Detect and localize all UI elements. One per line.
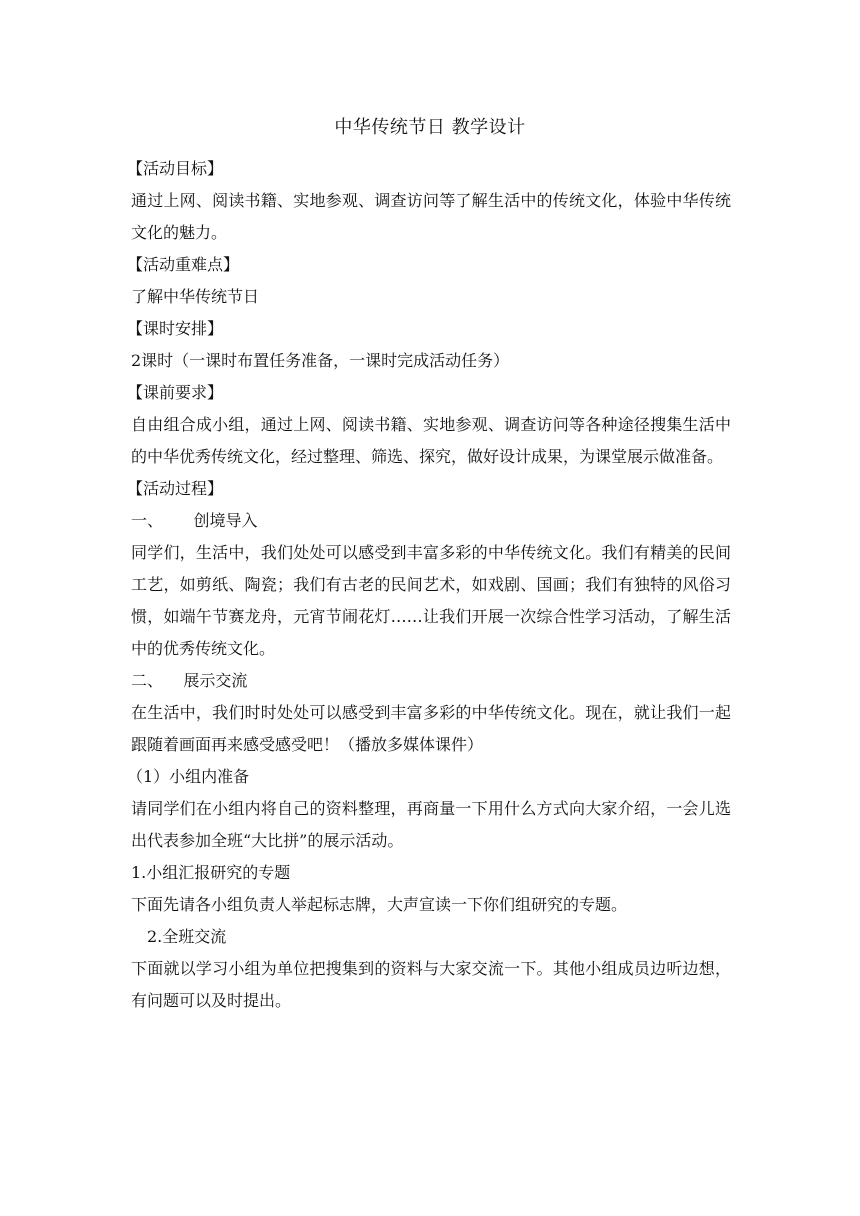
section-heading-pre-class: 【课前要求】 (127, 383, 224, 402)
paragraph-intro: 同学们，生活中，我们处处可以感受到丰富多彩的中华传统文化。我们有精美的民间工艺，如剪纸、陶瓷；我们有古老的民间艺术，如戏剧、国画；我们有独特的风俗习惯，如端午节赛龙舟，元宵节闹花灯……让我们开展一次综合性学习活动，了解生活中的优秀传统文化。 (131, 543, 731, 658)
paragraph-group-report: 下面先请各小组负责人举起标志牌，大声宣读一下你们组研究的专题。 (131, 895, 628, 914)
paragraph-class-exchange: 下面就以学习小组为单位把搜集到的资料与大家交流一下。其他小组成员边听边想，有问题可以及时提出。 (131, 959, 731, 1010)
paragraph-pre-class: 自由组合成小组，通过上网、阅读书籍、实地参观、调查访问等各种途径搜集生活中的中华优秀传统文化，经过整理、筛选、探究，做好设计成果，为课堂展示做准备。 (131, 415, 731, 466)
paragraph-showcase: 在生活中，我们时时处处可以感受到丰富多彩的中华传统文化。现在，就让我们一起跟随着画面再来感受感受吧！（播放多媒体课件） (131, 703, 731, 754)
list-heading-intro: 一、 创境导入 (131, 511, 258, 530)
section-heading-key-points: 【活动重难点】 (127, 255, 240, 274)
paragraph-schedule: 2课时（一课时布置任务准备，一课时完成活动任务） (131, 351, 510, 370)
document-title: 中华传统节日 教学设计 (334, 117, 526, 138)
document-body (127, 153, 731, 1017)
subheading-group-report: 1.小组汇报研究的专题 (131, 863, 291, 882)
subheading-group-prep: （1）小组内准备 (127, 767, 250, 786)
section-heading-process: 【活动过程】 (127, 479, 224, 498)
section-heading-schedule: 【课时安排】 (127, 319, 224, 338)
list-heading-showcase: 二、 展示交流 (131, 671, 248, 690)
paragraph-group-prep: 请同学们在小组内将自己的资料整理，再商量一下用什么方式向大家介绍，一会儿选出代表参加全班“大比拼”的展示活动。 (131, 799, 731, 850)
subheading-class-exchange: 2.全班交流 (147, 927, 227, 946)
paragraph-activity-goals: 通过上网、阅读书籍、实地参观、调查访问等了解生活中的传统文化，体验中华传统文化的魅力。 (131, 191, 731, 242)
section-heading-activity-goals: 【活动目标】 (127, 159, 224, 178)
paragraph-key-points: 了解中华传统节日 (131, 287, 260, 306)
